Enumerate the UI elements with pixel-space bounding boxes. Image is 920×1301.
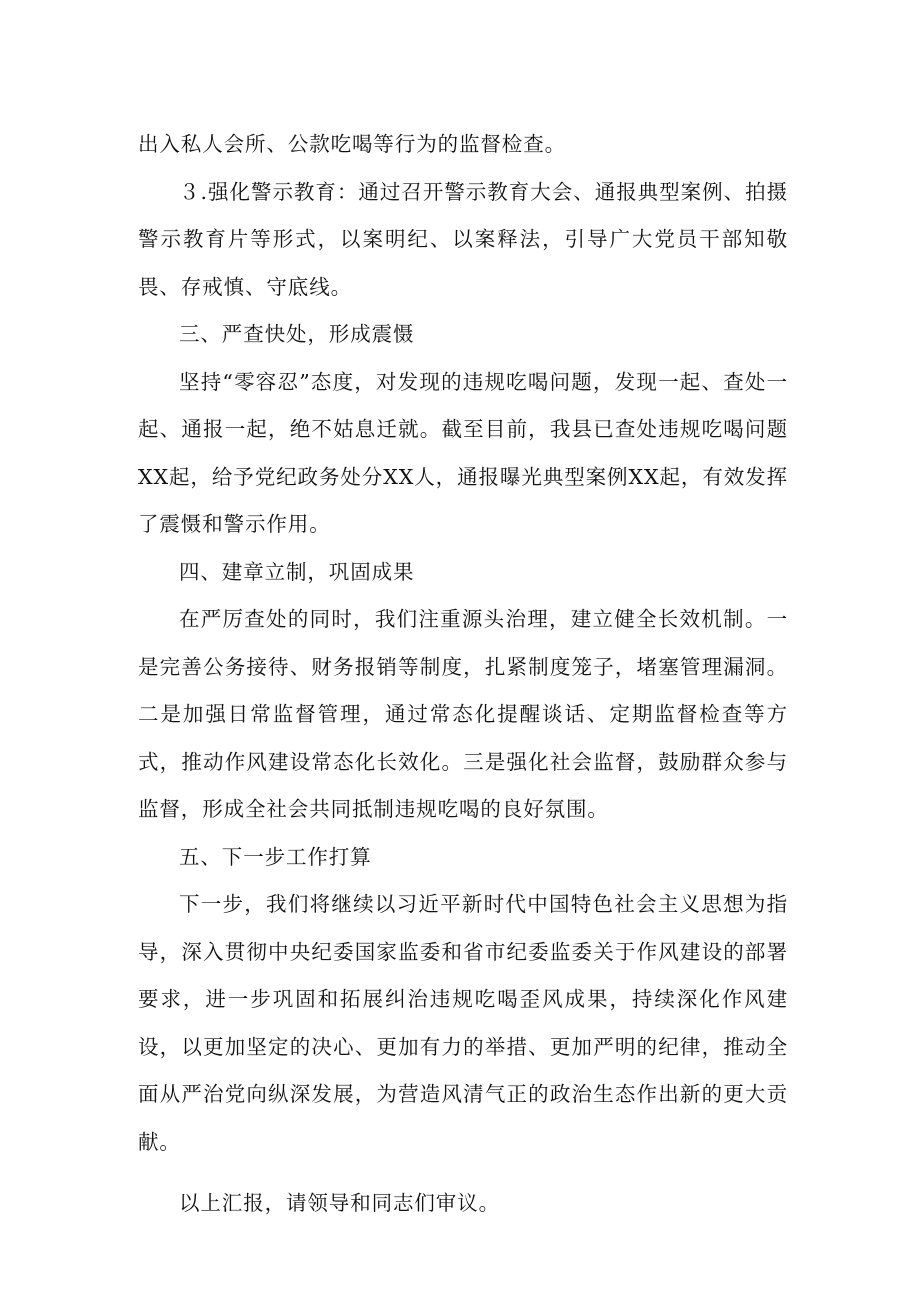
document-body [138, 121, 788, 1228]
paragraph-next-steps: 下一步，我们将继续以习近平新时代中国特色社会主义思想为指导，深入贯彻中央纪委国家监委和省市纪委监委关于作风建设的部署要求，进一步巩固和拓展纠治违规吃喝歪风成果，持续深化作风建设，以更加坚定的决心、更加有力的举措、更加严明的纪律，推动全面从严治党向纵深发展，为营造风清气正的政治生态作出新的更大贡献。 [138, 892, 788, 1154]
section-heading-next-steps: 五、下一步工作打算 [179, 844, 372, 869]
paragraph-long-term-mechanism: 在严厉查处的同时，我们注重源头治理，建立健全长效机制。一是完善公务接待、财务报销等制度，扎紧制度笼子，堵塞管理漏洞。二是加强日常监督管理，通过常态化提醒谈话、定期监督检查等方式，推动作风建设常态化长效化。三是强化社会监督，鼓励群众参与监督，形成全社会共同抵制违规吃喝的良好氛围。 [138, 607, 788, 821]
paragraph-zero-tolerance: 坚持“零容忍”态度，对发现的违规吃喝问题，发现一起、查处一起、通报一起，绝不姑息迁就。截至目前，我县已查处违规吃喝问题XX起，给予党纪政务处分XX人，通报曝光典型案例XX起，有效发挥了震慑和警示作用。 [138, 369, 788, 536]
closing-line: 以上汇报，请领导和同志们审议。 [179, 1191, 500, 1215]
paragraph-supervision-continuation: 出入私人会所、公款吃喝等行为的监督检查。 [138, 132, 566, 156]
section-heading-institution-building: 四、建章立制，巩固成果 [179, 559, 415, 584]
paragraph-warning-education: ３.强化警示教育：通过召开警示教育大会、通报典型案例、拍摄警示教育片等形式，以案明纪、以案释法，引导广大党员干部知敬畏、存戒慎、守底线。 [138, 179, 788, 299]
section-heading-strict-investigation: 三、严查快处，形成震慑 [179, 322, 415, 346]
